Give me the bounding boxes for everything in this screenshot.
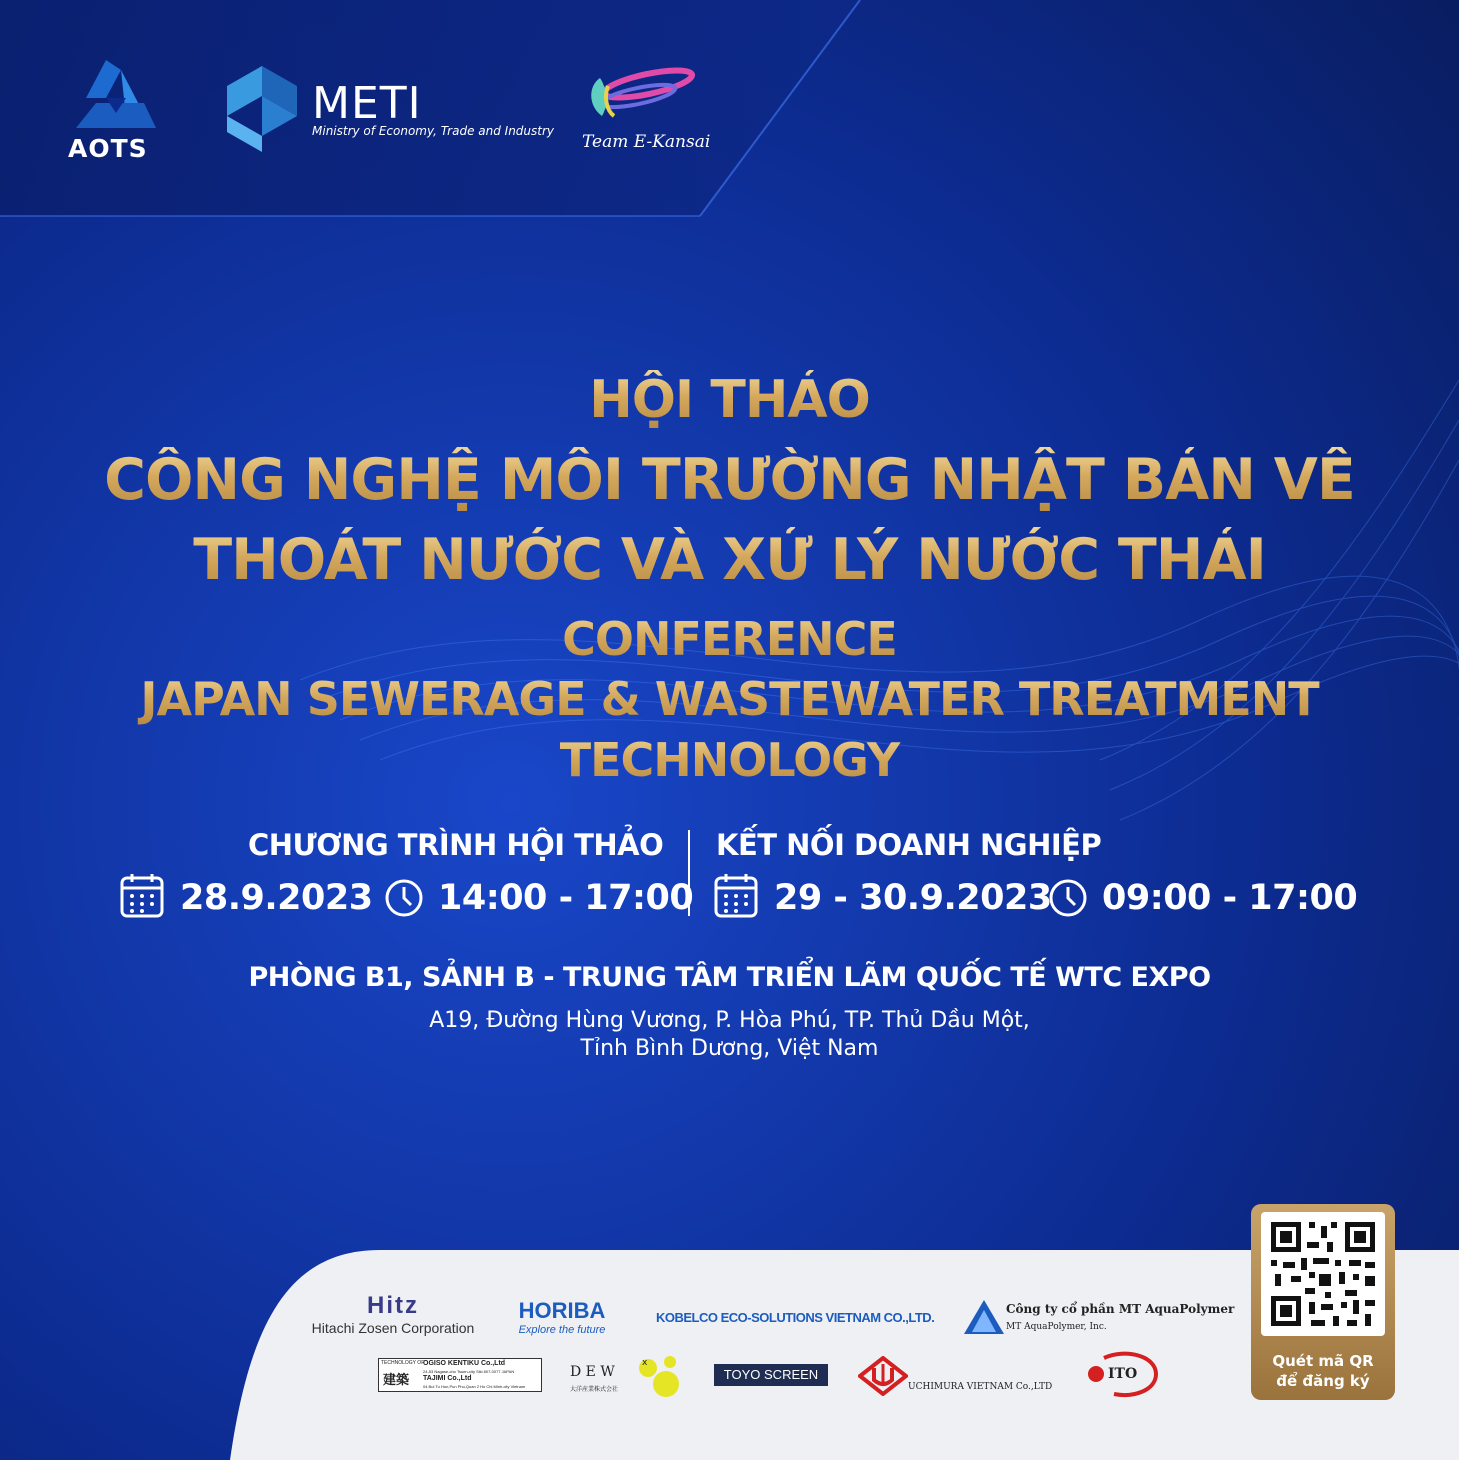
qr-code-icon <box>1261 1212 1385 1336</box>
team-e-kansai-text: Team E-Kansai <box>582 132 711 152</box>
qr-card[interactable] <box>1251 1204 1395 1400</box>
ito-name: ITO <box>1108 1366 1138 1382</box>
uchimura-mark-icon <box>858 1356 908 1396</box>
team-e-kansai-swirl-icon <box>578 66 698 128</box>
dew-subtitle: 大洋産業株式会社 <box>570 1386 619 1393</box>
sponsor-mt-aquapolymer <box>962 1298 1235 1338</box>
sponsor-uchimura <box>858 1356 1068 1396</box>
sponsor-kobelco: KOBELCO ECO-SOLUTIONS VIETNAM CO.,LTD. <box>656 1310 935 1325</box>
seminar-program-heading: CHƯƠNG TRÌNH HỘI THẢO <box>248 828 664 862</box>
calendar-icon <box>120 872 164 918</box>
title-line-4: CONFERENCE <box>0 612 1459 666</box>
tajimi-name: TAJIMI Co.,Ltd <box>423 1375 472 1382</box>
tajimi-address: 04 Bui Tu Hon,Pun Phu,Quan 2 Ho Chi Minh-city Vietnam <box>423 1384 526 1389</box>
aots-emblem-icon <box>66 58 176 138</box>
meti-subtitle: Ministry of Economy, Trade and Industry <box>312 124 555 138</box>
mt-aquapolymer-triangle-icon <box>962 1298 1006 1338</box>
mt-aquapolymer-sub: MT AquaPolymer, Inc. <box>1006 1322 1107 1332</box>
team-e-kansai-logo <box>578 66 711 158</box>
title-line-5: JAPAN SEWERAGE & WASTEWATER TREATMENT <box>0 672 1459 726</box>
calendar-icon <box>714 872 758 918</box>
hitz-name: Hitz <box>367 1292 419 1319</box>
sponsor-ito <box>1086 1350 1160 1400</box>
venue-name: PHÒNG B1, SẢNH B - TRUNG TÂM TRIỂN LÃM QUỐC TẾ WTC EXPO <box>248 962 1211 993</box>
horiba-tagline: Explore the future <box>518 1324 606 1336</box>
qr-caption-line-1: Quét mã QR <box>1272 1352 1374 1370</box>
title-line-3: THOÁT NƯỚC VÀ XỬ LÝ NƯỚC THẢI <box>0 527 1459 593</box>
sponsor-toyo-screen: TOYO SCREEN <box>714 1364 828 1386</box>
ogiso-kanji: 建築 <box>383 1372 410 1387</box>
meti-emblem-icon <box>222 66 302 152</box>
uchimura-name: UCHIMURA VIETNAM Co.,LTD <box>908 1382 1053 1392</box>
sponsor-horiba <box>506 1298 618 1336</box>
hitz-subtitle: Hitachi Zosen Corporation <box>311 1320 475 1336</box>
ogiso-address: 24-53 Nagase-cho Tsuen-city Siki 807-0077 JAPAN <box>423 1369 515 1374</box>
qr-code[interactable] <box>1261 1212 1385 1336</box>
title-line-2: CÔNG NGHỆ MÔI TRƯỜNG NHẬT BẢN VỀ <box>0 447 1459 513</box>
business-matching-heading: KẾT NỐI DOANH NGHIỆP <box>716 828 1102 862</box>
title-line-1: HỘI THẢO <box>0 370 1459 430</box>
sponsor-ogiso-tajimi <box>378 1358 542 1392</box>
title-line-6: TECHNOLOGY <box>0 733 1459 787</box>
ogiso-tag: TECHNOLOGY OF <box>381 1360 425 1366</box>
clock-icon <box>384 878 424 918</box>
ogiso-name: OGISO KENTIKU Co.,Ltd <box>423 1360 506 1367</box>
seminar-date: 28.9.2023 <box>180 878 373 918</box>
sponsor-hitz <box>308 1292 478 1336</box>
dew-name: D E W <box>570 1364 615 1380</box>
meti-name: METI <box>312 78 422 129</box>
sponsor-dew <box>568 1354 688 1398</box>
mt-aquapolymer-name: Công ty cổ phần MT AquaPolymer <box>1006 1302 1235 1316</box>
matching-time: 09:00 - 17:00 <box>1102 878 1358 918</box>
dew-superscript: x <box>642 1358 648 1368</box>
meti-logo <box>222 66 555 156</box>
venue-address-line-1: A19, Đường Hùng Vương, P. Hòa Phú, TP. Thủ Dầu Một, <box>429 1008 1030 1033</box>
qr-caption-line-2: để đăng ký <box>1276 1372 1370 1390</box>
horiba-name: HORIBA <box>518 1298 606 1323</box>
aots-logo <box>66 58 176 163</box>
aots-text: AOTS <box>68 134 148 163</box>
clock-icon <box>1048 878 1088 918</box>
seminar-time: 14:00 - 17:00 <box>438 878 694 918</box>
matching-date: 29 - 30.9.2023 <box>774 878 1052 918</box>
venue-address-line-2: Tỉnh Bình Dương, Việt Nam <box>580 1036 879 1061</box>
